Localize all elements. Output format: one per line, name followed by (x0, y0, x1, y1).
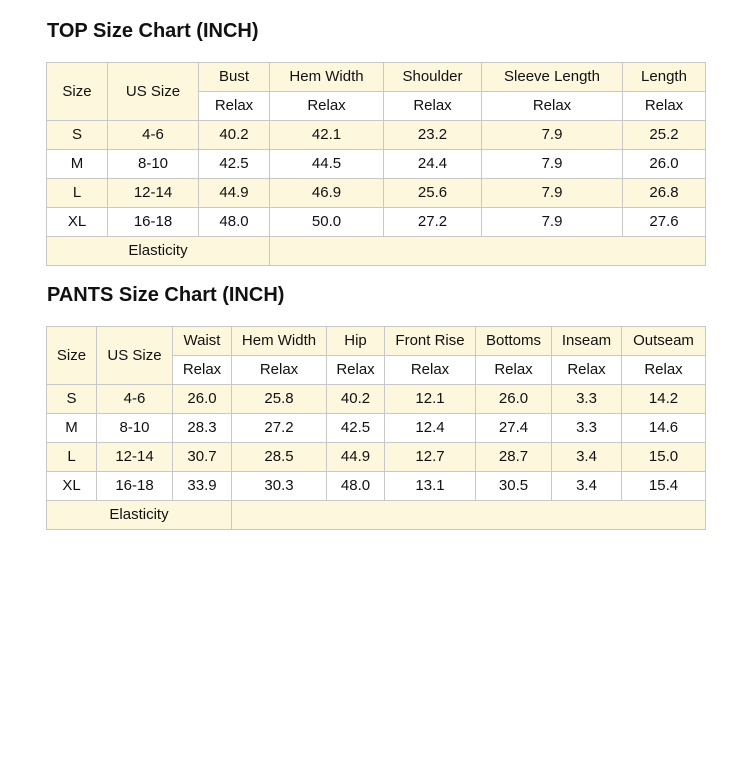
table-header-row (47, 63, 706, 92)
subheader-fit: Relax (232, 356, 327, 385)
cell-value: 48.0 (199, 208, 270, 237)
elasticity-label: Elasticity (47, 501, 232, 530)
header-us-size: US Size (108, 63, 199, 121)
cell-value: 14.6 (622, 414, 706, 443)
cell-us-size: 12-14 (108, 179, 199, 208)
header-measure: Waist (173, 327, 232, 356)
cell-size: XL (47, 208, 108, 237)
header-measure: Sleeve Length (482, 63, 623, 92)
cell-value: 15.0 (622, 443, 706, 472)
cell-value: 26.0 (623, 150, 706, 179)
top-size-chart-title: TOP Size Chart (INCH) (47, 20, 259, 42)
cell-us-size: 8-10 (108, 150, 199, 179)
header-measure: Shoulder (384, 63, 482, 92)
cell-value: 28.5 (232, 443, 327, 472)
header-us-size: US Size (97, 327, 173, 385)
cell-value: 24.4 (384, 150, 482, 179)
subheader-fit: Relax (385, 356, 476, 385)
cell-value: 3.4 (552, 472, 622, 501)
cell-value: 42.1 (270, 121, 384, 150)
cell-size: M (47, 150, 108, 179)
cell-value: 27.2 (232, 414, 327, 443)
subheader-fit: Relax (199, 92, 270, 121)
pants-size-chart-title: PANTS Size Chart (INCH) (47, 284, 285, 306)
subheader-fit: Relax (270, 92, 384, 121)
cell-value: 26.0 (476, 385, 552, 414)
cell-value: 12.7 (385, 443, 476, 472)
cell-value: 33.9 (173, 472, 232, 501)
subheader-fit: Relax (384, 92, 482, 121)
header-measure: Inseam (552, 327, 622, 356)
cell-value: 42.5 (327, 414, 385, 443)
cell-value: 30.3 (232, 472, 327, 501)
subheader-fit: Relax (327, 356, 385, 385)
cell-value: 28.3 (173, 414, 232, 443)
cell-value: 48.0 (327, 472, 385, 501)
subheader-fit: Relax (476, 356, 552, 385)
subheader-fit: Relax (482, 92, 623, 121)
table-header-row (47, 327, 706, 356)
cell-value: 12.4 (385, 414, 476, 443)
cell-value: 25.2 (623, 121, 706, 150)
table-row (47, 179, 706, 208)
cell-value: 30.7 (173, 443, 232, 472)
cell-value: 44.5 (270, 150, 384, 179)
top-size-table (46, 62, 706, 266)
cell-value: 25.6 (384, 179, 482, 208)
cell-value: 27.6 (623, 208, 706, 237)
cell-us-size: 8-10 (97, 414, 173, 443)
header-measure: Hip (327, 327, 385, 356)
cell-value: 3.3 (552, 385, 622, 414)
header-measure: Hem Width (270, 63, 384, 92)
elasticity-value (270, 237, 706, 266)
cell-value: 23.2 (384, 121, 482, 150)
table-row (47, 385, 706, 414)
cell-value: 46.9 (270, 179, 384, 208)
header-measure: Hem Width (232, 327, 327, 356)
cell-value: 14.2 (622, 385, 706, 414)
table-row (47, 443, 706, 472)
cell-us-size: 12-14 (97, 443, 173, 472)
subheader-fit: Relax (622, 356, 706, 385)
cell-value: 12.1 (385, 385, 476, 414)
cell-value: 40.2 (199, 121, 270, 150)
header-measure: Length (623, 63, 706, 92)
cell-value: 30.5 (476, 472, 552, 501)
elasticity-row (47, 501, 706, 530)
cell-value: 7.9 (482, 150, 623, 179)
table-row (47, 150, 706, 179)
cell-value: 42.5 (199, 150, 270, 179)
cell-value: 27.2 (384, 208, 482, 237)
cell-value: 28.7 (476, 443, 552, 472)
cell-value: 27.4 (476, 414, 552, 443)
cell-value: 7.9 (482, 121, 623, 150)
table-row (47, 414, 706, 443)
cell-value: 3.3 (552, 414, 622, 443)
cell-size: S (47, 121, 108, 150)
header-measure: Bottoms (476, 327, 552, 356)
cell-value: 44.9 (327, 443, 385, 472)
pants-size-table (46, 326, 706, 530)
elasticity-value (232, 501, 706, 530)
subheader-fit: Relax (552, 356, 622, 385)
cell-us-size: 16-18 (97, 472, 173, 501)
header-size: Size (47, 327, 97, 385)
cell-size: M (47, 414, 97, 443)
header-measure: Front Rise (385, 327, 476, 356)
subheader-fit: Relax (173, 356, 232, 385)
cell-size: XL (47, 472, 97, 501)
cell-size: L (47, 443, 97, 472)
table-row (47, 121, 706, 150)
elasticity-label: Elasticity (47, 237, 270, 266)
header-measure: Outseam (622, 327, 706, 356)
cell-value: 40.2 (327, 385, 385, 414)
table-row (47, 472, 706, 501)
cell-value: 7.9 (482, 179, 623, 208)
cell-us-size: 4-6 (97, 385, 173, 414)
cell-value: 26.0 (173, 385, 232, 414)
cell-value: 15.4 (622, 472, 706, 501)
cell-us-size: 16-18 (108, 208, 199, 237)
cell-value: 50.0 (270, 208, 384, 237)
cell-size: S (47, 385, 97, 414)
cell-value: 7.9 (482, 208, 623, 237)
elasticity-row (47, 237, 706, 266)
header-size: Size (47, 63, 108, 121)
cell-size: L (47, 179, 108, 208)
cell-us-size: 4-6 (108, 121, 199, 150)
table-row (47, 208, 706, 237)
subheader-fit: Relax (623, 92, 706, 121)
cell-value: 13.1 (385, 472, 476, 501)
header-measure: Bust (199, 63, 270, 92)
cell-value: 25.8 (232, 385, 327, 414)
cell-value: 3.4 (552, 443, 622, 472)
cell-value: 26.8 (623, 179, 706, 208)
cell-value: 44.9 (199, 179, 270, 208)
